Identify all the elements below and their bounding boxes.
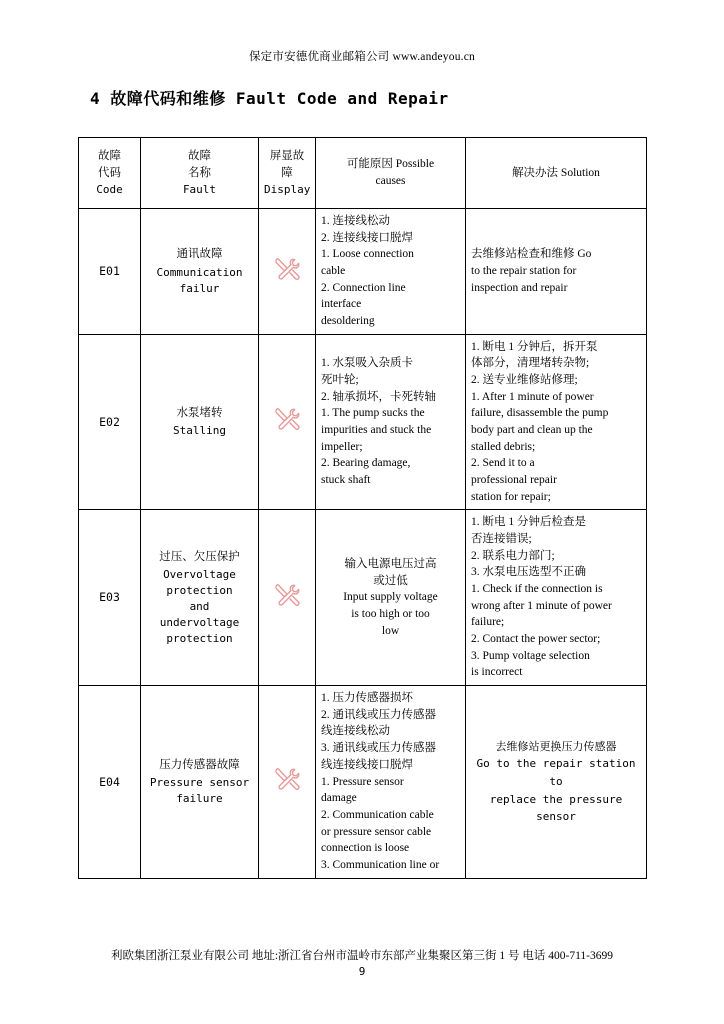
header-fault-cn2: 名称 — [188, 167, 211, 180]
header-cell-solution — [466, 138, 647, 209]
solution-line: failure; — [471, 616, 505, 629]
fault-name-cn: 水泵堵转 — [176, 406, 223, 419]
solution-line: 1. 断电 1 分钟后检查是 — [471, 516, 586, 529]
cause-line: cable — [321, 265, 346, 278]
solution-line: 1. Check if the connection is — [471, 583, 603, 596]
cell-display — [259, 686, 316, 878]
cell-causes — [316, 209, 466, 335]
cell-code: E02 — [79, 334, 141, 510]
solution-line: wrong after 1 minute of power — [471, 599, 612, 612]
solution-line: 体部分，清理堵转杂物; — [471, 357, 590, 370]
solution-line: stalled debris; — [471, 440, 536, 453]
cell-solution — [466, 510, 647, 686]
solution-line: station for repair; — [471, 490, 551, 503]
header-fault-cn1: 故障 — [188, 150, 211, 163]
cell-code: E03 — [79, 510, 141, 686]
cell-solution — [466, 334, 647, 510]
fault-name-cn: 过压、欠压保护 — [159, 550, 240, 563]
cause-line: 死叶轮; — [321, 374, 359, 387]
cell-fault — [141, 686, 259, 878]
solution-line: professional repair — [471, 474, 557, 487]
fault-name-en-3: and — [189, 600, 210, 614]
cause-line: 3. Communication line or — [321, 858, 440, 871]
cell-solution — [466, 686, 647, 878]
solution-line: 2. 联系电力部门; — [471, 549, 555, 562]
solution-line: Go to the repair station to — [476, 757, 636, 789]
fault-name-en-2: failure — [176, 792, 223, 806]
solution-line: 1. 断电 1 分钟后，拆开泵 — [471, 340, 598, 353]
table-body — [79, 209, 647, 879]
fault-name-en-4: undervoltage — [159, 616, 240, 630]
solution-line: 否连接错误; — [471, 533, 532, 546]
cause-line: 1. 水泵吸入杂质卡 — [321, 357, 413, 370]
wrench-screwdriver-icon — [273, 256, 301, 282]
fault-name-en-2: failur — [179, 281, 220, 295]
header-display-en: Display — [264, 182, 311, 196]
header-causes-line1: 可能原因 Possible — [346, 158, 435, 171]
cell-fault — [141, 209, 259, 335]
solution-line: body part and clean up the — [471, 424, 593, 437]
fault-code-table — [78, 137, 647, 879]
cause-line: damage — [321, 792, 357, 805]
solution-line: replace the pressure — [489, 792, 623, 806]
cause-line: stuck shaft — [321, 474, 371, 487]
cause-line: 2. Connection line — [321, 281, 406, 294]
solution-line: 去维修站更换压力传感器 — [495, 739, 617, 753]
solution-line: 1. After 1 minute of power — [471, 390, 594, 403]
cause-line: 2. 连接线接口脱焊 — [321, 231, 413, 244]
table-row — [79, 510, 647, 686]
cell-code: E01 — [79, 209, 141, 335]
solution-line: 2. 送专业维修站修理; — [471, 374, 578, 387]
page-header-note: 保定市安德优商业邮箱公司 www.andeyou.cn — [248, 51, 475, 63]
cause-line: 2. Communication cable — [321, 808, 434, 821]
cause-line: 1. The pump sucks the — [321, 407, 425, 420]
cell-solution — [466, 209, 647, 335]
fault-name-en-1: Overvoltage — [163, 568, 236, 582]
wrench-screwdriver-icon — [273, 766, 301, 792]
header-cell-causes — [316, 138, 466, 209]
table-header — [79, 138, 647, 209]
cause-line: is too high or too — [351, 608, 430, 621]
header-code-en: Code — [96, 182, 123, 196]
wrench-screwdriver-icon — [273, 406, 301, 432]
page-title: 4 故障代码和维修 Fault Code and Repair — [90, 89, 449, 108]
fault-name-en-5: protection — [166, 632, 233, 646]
header-cell-fault — [141, 138, 259, 209]
header-code-cn2: 代码 — [98, 167, 121, 180]
solution-line: 3. 水泵电压选型不正确 — [471, 566, 586, 579]
cause-line: 输入电源电压过高 — [344, 558, 437, 571]
cause-line: 2. 通讯线或压力传感器 — [321, 708, 436, 721]
solution-line: to the repair station for — [471, 265, 577, 278]
cause-line: Input supply voltage — [343, 591, 438, 604]
cell-fault — [141, 510, 259, 686]
cause-line: impurities and stuck the — [321, 424, 432, 437]
solution-line: 2. Contact the power sector; — [471, 633, 601, 646]
header-display-cn1: 屏显故 — [269, 150, 305, 163]
header-solution-line1: 解决办法 Solution — [512, 166, 600, 179]
cause-line: or pressure sensor cable — [321, 825, 432, 838]
header-code-cn1: 故障 — [98, 150, 121, 163]
cause-line: 2. Bearing damage, — [321, 457, 411, 470]
footer-company-info: 利欧集团浙江泵业有限公司 地址:浙江省台州市温岭市东部产业集聚区第三街 1 号 电话 400-711-3699 — [110, 950, 614, 962]
table-row — [79, 209, 647, 335]
cause-line: 1. 连接线松动 — [321, 215, 390, 227]
cell-code: E04 — [79, 686, 141, 878]
table-row — [79, 686, 647, 878]
cause-line: connection is loose — [321, 842, 410, 855]
wrench-screwdriver-icon — [273, 582, 301, 608]
fault-name-en-1: Communication — [156, 265, 243, 279]
cause-line: 1. Loose connection — [321, 248, 414, 261]
cell-causes — [316, 334, 466, 510]
header-display-cn2: 障 — [281, 167, 293, 180]
fault-name-en-1: Stalling — [173, 424, 226, 438]
cause-line: 线连接线接口脱焊 — [321, 758, 413, 771]
table-header-row — [79, 138, 647, 209]
cause-line: desoldering — [321, 315, 375, 328]
page-footer — [0, 947, 724, 978]
cause-line: 3. 通讯线或压力传感器 — [321, 742, 436, 755]
cause-line: 线连接线松动 — [321, 725, 390, 738]
fault-name-en-1: Pressure sensor — [149, 776, 250, 790]
cell-fault — [141, 334, 259, 510]
solution-line: inspection and repair — [471, 281, 568, 294]
solution-line: failure, disassemble the pump — [471, 407, 609, 420]
cell-causes — [316, 510, 466, 686]
cause-line: impeller; — [321, 440, 363, 453]
cell-causes — [316, 686, 466, 878]
cause-line: 1. Pressure sensor — [321, 775, 404, 788]
solution-line: 去维修站检查和维修 Go — [471, 248, 592, 261]
solution-line: 2. Send it to a — [471, 457, 535, 470]
header-cell-display — [259, 138, 316, 209]
cause-line: low — [381, 624, 400, 637]
header-fault-en: Fault — [182, 182, 217, 196]
cause-line: 2. 轴承损坏，卡死转轴 — [321, 390, 436, 403]
cell-display — [259, 334, 316, 510]
fault-name-en-2: protection — [166, 584, 233, 598]
cell-display — [259, 209, 316, 335]
cause-line: interface — [321, 298, 362, 311]
header-causes-line2: causes — [375, 175, 406, 187]
cause-line: 1. 压力传感器损坏 — [321, 692, 413, 705]
page-number: 9 — [358, 965, 366, 978]
table-row — [79, 334, 647, 510]
header-cell-code — [79, 138, 141, 209]
solution-line: sensor — [536, 810, 576, 824]
solution-line: 3. Pump voltage selection — [471, 649, 590, 662]
fault-name-cn: 压力传感器故障 — [159, 758, 240, 771]
cell-display — [259, 510, 316, 686]
cause-line: 或过低 — [373, 574, 408, 587]
fault-name-cn: 通讯故障 — [176, 248, 223, 261]
solution-line: is incorrect — [471, 666, 523, 679]
